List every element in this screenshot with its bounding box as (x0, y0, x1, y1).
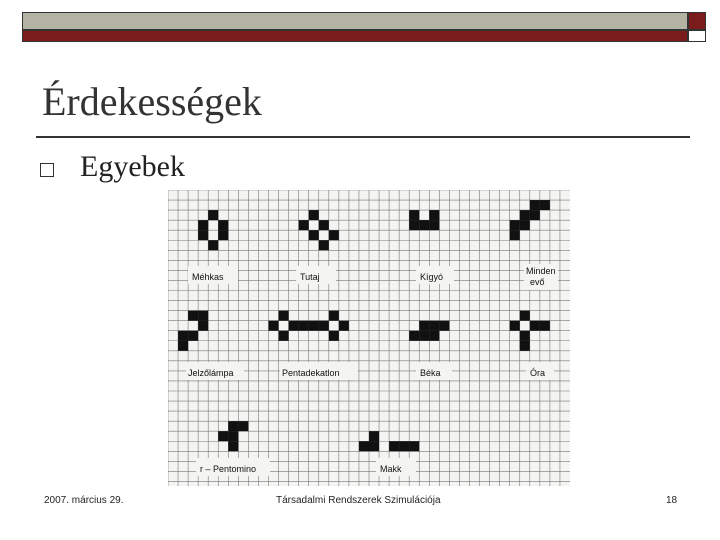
cell-kigyo (429, 220, 439, 230)
cell-ora (510, 321, 520, 331)
cell-makk (369, 431, 379, 441)
cell-jelzolampa (198, 321, 208, 331)
cell-tutaj (309, 210, 319, 220)
cell-tutaj (309, 230, 319, 240)
label-tutaj: Tutaj (300, 272, 320, 282)
cell-mehkas (218, 220, 228, 230)
cell-jelzolampa (178, 341, 188, 351)
cell-makk (399, 441, 409, 451)
label-r-pentomino: r – Pentomino (200, 464, 257, 474)
cell-pentadekatlon (279, 331, 289, 341)
cell-kigyo (429, 210, 439, 220)
cell-pentadekatlon (319, 321, 329, 331)
cell-ora (520, 341, 530, 351)
cell-mehkas (198, 220, 208, 230)
bullet-square-icon (40, 163, 54, 177)
cell-mindenevo (520, 220, 530, 230)
footer-page-number: 18 (666, 495, 678, 506)
cell-pentadekatlon (309, 321, 319, 331)
cell-makk (409, 441, 419, 451)
cell-ora (530, 321, 540, 331)
cell-makk (389, 441, 399, 451)
cell-beka (419, 331, 429, 341)
cell-kigyo (419, 220, 429, 230)
cell-tutaj (319, 220, 329, 230)
cell-tutaj (319, 240, 329, 250)
cell-mindenevo (540, 200, 550, 210)
cell-beka (409, 331, 419, 341)
cell-pentadekatlon (299, 321, 309, 331)
cell-pentadekatlon (269, 321, 279, 331)
label-pentadekatlon: Pentadekatlon (282, 368, 340, 378)
cell-pentadekatlon (339, 321, 349, 331)
cell-beka (429, 321, 439, 331)
cell-ora (520, 311, 530, 321)
cell-pentadekatlon (329, 311, 339, 321)
header-bar (22, 12, 688, 30)
bullet-text: Egyebek (80, 150, 185, 183)
cell-beka (419, 321, 429, 331)
cell-jelzolampa (188, 311, 198, 321)
cell-beka (429, 331, 439, 341)
cell-makk (369, 441, 379, 451)
header-accent-bar (22, 30, 688, 42)
cell-mehkas (198, 230, 208, 240)
cell-tutaj (329, 230, 339, 240)
cell-kigyo (409, 210, 419, 220)
cell-ora (520, 331, 530, 341)
header-corner-block (688, 12, 706, 30)
cell-mindenevo (530, 210, 540, 220)
cell-pentadekatlon (289, 321, 299, 331)
label-kigyo: Kígyó (420, 272, 444, 282)
label-mehkas: Méhkas (192, 272, 224, 282)
cell-jelzolampa (198, 311, 208, 321)
cell-r-pentomino (238, 421, 248, 431)
title-divider (36, 136, 690, 138)
cell-kigyo (409, 220, 419, 230)
cell-jelzolampa (188, 331, 198, 341)
cell-makk (359, 441, 369, 451)
cell-ora (540, 321, 550, 331)
cell-pentadekatlon (279, 311, 289, 321)
cell-pentadekatlon (329, 331, 339, 341)
cell-jelzolampa (178, 331, 188, 341)
cell-r-pentomino (228, 421, 238, 431)
cell-mehkas (218, 230, 228, 240)
label-jelzolampa: Jelzőlámpa (188, 368, 234, 378)
cell-tutaj (299, 220, 309, 230)
cell-r-pentomino (228, 441, 238, 451)
label-mindenevo-line2: evő (530, 277, 545, 287)
cell-mehkas (208, 240, 218, 250)
cell-mindenevo (510, 220, 520, 230)
label-mindenevo-line1: Minden (526, 266, 556, 276)
cell-r-pentomino (228, 431, 238, 441)
label-makk: Makk (380, 464, 402, 474)
cell-beka (439, 321, 449, 331)
label-ora: Óra (530, 368, 546, 378)
label-beka: Béka (420, 368, 441, 378)
footer-date: 2007. március 29. (44, 495, 124, 506)
slide-title: Érdekességek (42, 79, 262, 124)
footer-course: Társadalmi Rendszerek Szimulációja (276, 495, 441, 506)
game-of-life-patterns-figure (168, 190, 570, 486)
cell-mehkas (208, 210, 218, 220)
cell-mindenevo (510, 230, 520, 240)
cell-mindenevo (530, 200, 540, 210)
cell-r-pentomino (218, 431, 228, 441)
header-corner-block-lower (688, 30, 706, 42)
cell-mindenevo (520, 210, 530, 220)
